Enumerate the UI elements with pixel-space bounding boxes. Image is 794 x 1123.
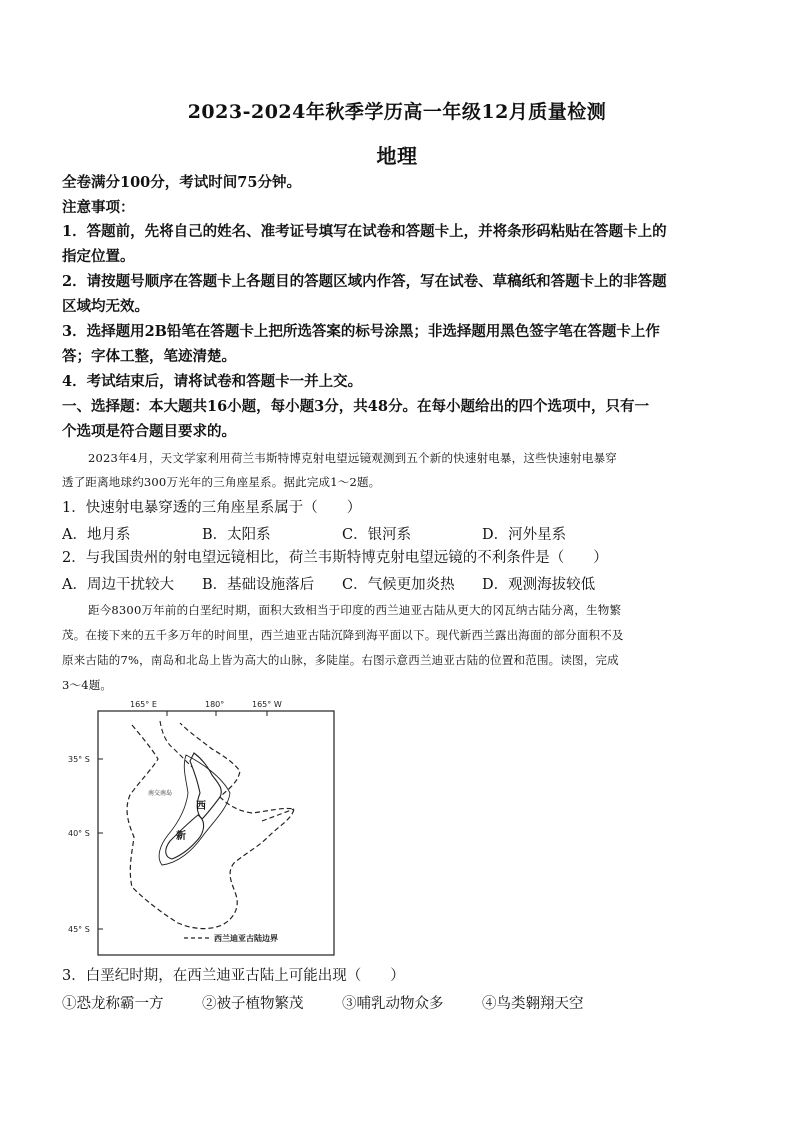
section-heading-b: 个选项是符合题目要求的。 xyxy=(62,423,236,440)
zealandia-map-svg xyxy=(62,697,340,959)
map-char-xin: 新 xyxy=(176,831,186,842)
score-time-line: 全卷满分100分，考试时间75分钟。 xyxy=(62,174,301,191)
notice-2b: 区域均无效。 xyxy=(62,298,149,315)
notice-1a: 1．答题前，先将自己的姓名、准考证号填写在试卷和答题卡上，并将条形码粘贴在答题卡上的 xyxy=(62,223,667,240)
q1-option-a: A．地月系 xyxy=(62,527,131,543)
passage1-line2: 透了距离地球约300万光年的三角座星系。据此完成1～2题。 xyxy=(62,475,381,489)
passage2-line1: 距今8300万年前的白垩纪时期，面积大致相当于印度的西兰迪亚古陆从更大的冈瓦纳古陆分离，生物繁 xyxy=(88,603,622,617)
q2-option-b: B．基础设施落后 xyxy=(202,577,315,593)
zealandia-map xyxy=(62,697,340,959)
q2-option-a: A．周边干扰较大 xyxy=(62,577,174,593)
notice-4: 4．考试结束后，请将试卷和答题卡一并上交。 xyxy=(62,373,363,390)
lon-label-165e: 165° E xyxy=(130,700,157,709)
lat-label-35s: 35° S xyxy=(68,755,90,764)
q2-option-c: C．气候更加炎热 xyxy=(342,577,455,593)
lon-label-180: 180° xyxy=(205,700,225,709)
subject-title: 地理 xyxy=(376,144,418,168)
notice-3b: 答；字体工整，笔迹清楚。 xyxy=(62,348,236,365)
q1-stem: 1．快速射电暴穿透的三角座星系属于（ ） xyxy=(62,500,362,516)
q2-stem: 2．与我国贵州的射电望远镜相比，荷兰韦斯特博克射电望远镜的不利条件是（ ） xyxy=(62,550,608,566)
passage2-line2: 茂。在接下来的五千多万年的时间里，西兰迪亚古陆沉降到海平面以下。现代新西兰露出海面的部分面积不及 xyxy=(62,628,624,642)
q3-stem: 3．白垩纪时期，在西兰迪亚古陆上可能出现（ ） xyxy=(62,968,405,984)
q1-option-b: B．太阳系 xyxy=(202,527,271,543)
lat-label-40s: 40° S xyxy=(68,829,90,838)
q1-option-d: D．河外星系 xyxy=(482,527,567,543)
q1-option-c: C．银河系 xyxy=(342,527,412,543)
island-shelf xyxy=(159,755,230,865)
section-heading-a: 一、选择题：本大题共16小题，每小题3分，共48分。在每小题给出的四个选项中，只有一 xyxy=(62,398,649,415)
q2-option-d: D．观测海拔较低 xyxy=(482,577,596,593)
q3-option-2: ②被子植物繁茂 xyxy=(202,996,304,1012)
legend-label: 西兰迪亚古陆边界 xyxy=(214,934,278,943)
q3-option-4: ④鸟类翱翔天空 xyxy=(482,996,584,1012)
map-frame xyxy=(98,711,334,955)
map-char-xi: 西 xyxy=(196,801,206,812)
passage1-line1: 2023年4月，天文学家利用荷兰韦斯特博克射电望远镜观测到五个新的快速射电暴，这些快速射电暴穿 xyxy=(88,451,617,465)
notice-3a: 3．选择题用2B铅笔在答题卡上把所选答案的标号涂黑；非选择题用黑色签字笔在答题卡上作 xyxy=(62,323,660,340)
notice-heading: 注意事项： xyxy=(62,199,135,216)
island-label: 南交南岛 xyxy=(148,790,173,797)
lon-label-165w: 165° W xyxy=(252,700,282,709)
q3-option-1: ①恐龙称霸一方 xyxy=(62,996,164,1012)
lat-label-45s: 45° S xyxy=(68,925,90,934)
notice-2a: 2．请按题号顺序在答题卡上各题目的答题区域内作答，写在试卷、草稿纸和答题卡上的非答题 xyxy=(62,273,667,290)
exam-title: 2023-2024年秋季学历高一年级12月质量检测 xyxy=(187,101,607,123)
notice-1b: 指定位置。 xyxy=(62,248,135,265)
q3-option-3: ③哺乳动物众多 xyxy=(342,996,444,1012)
passage2-line4: 3～4题。 xyxy=(62,678,113,692)
zealandia-boundary-north xyxy=(160,721,192,767)
passage2-line3: 原来古陆的7%，南岛和北岛上皆为高大的山脉，多陡崖。右图示意西兰迪亚古陆的位置和范围。读图，完成 xyxy=(62,653,619,667)
